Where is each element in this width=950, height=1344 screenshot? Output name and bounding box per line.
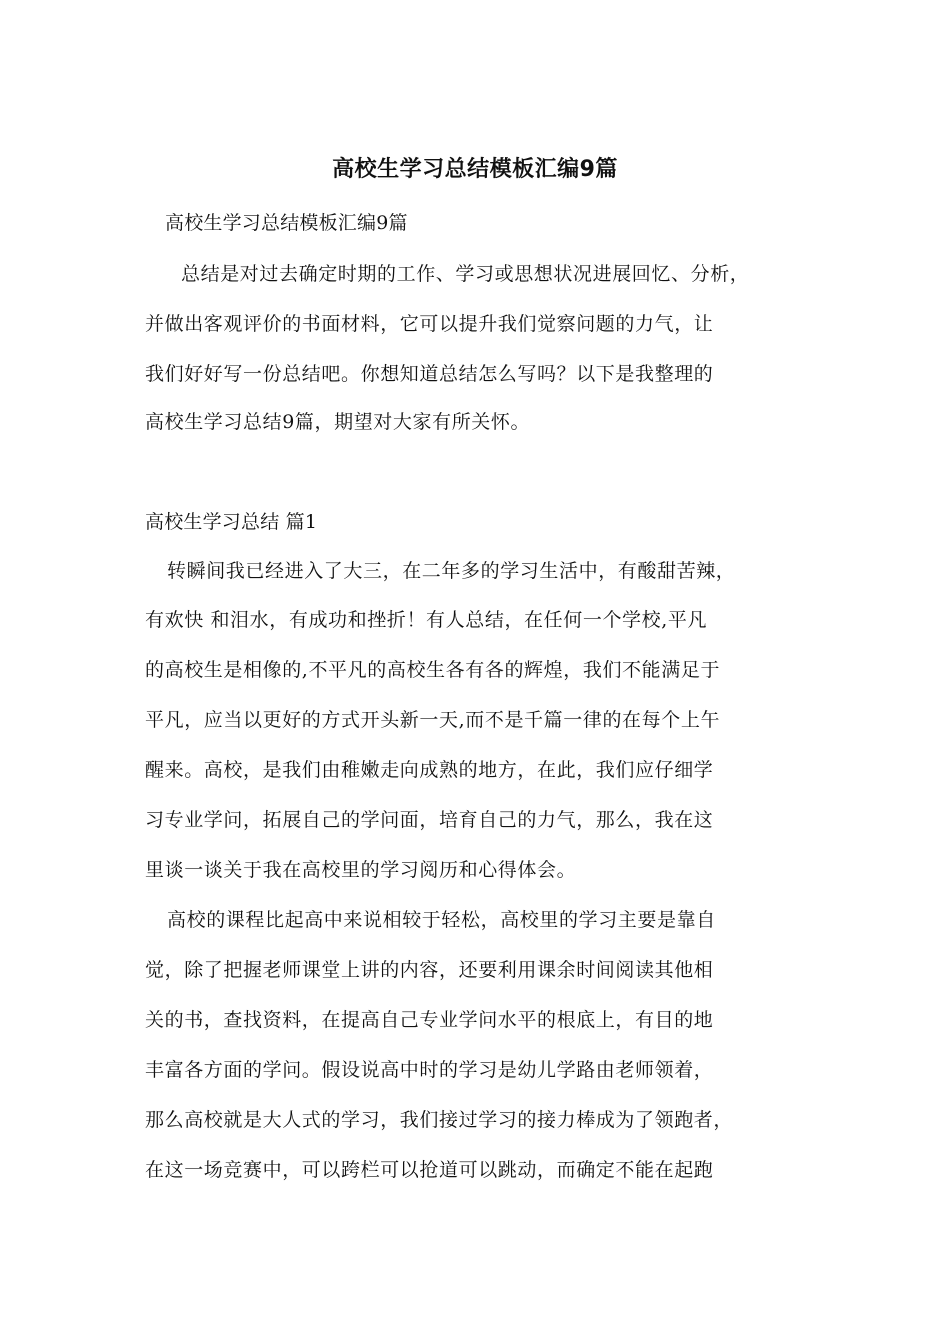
paragraph-line: 里谈一谈关于我在高校里的学习阅历和心得体会。 — [145, 859, 577, 881]
intro-line: 总结是对过去确定时期的工作、学习或思想状况进展回忆、分析， — [181, 263, 750, 285]
paragraph-line: 习专业学问，拓展自己的学问面，培育自己的力气，那么，我在这 — [145, 809, 714, 831]
paragraph-line: 平凡，应当以更好的方式开头新一天,而不是千篇一律的在每个上午 — [145, 709, 721, 731]
paragraph-line: 转瞬间我已经进入了大三，在二年多的学习生活中，有酸甜苦辣， — [167, 560, 736, 582]
paragraph-line: 高校的课程比起高中来说相较于轻松，高校里的学习主要是靠自 — [167, 909, 716, 931]
paragraph-line: 在这一场竞赛中，可以跨栏可以抢道可以跳动，而确定不能在起跑 — [145, 1159, 714, 1181]
document-title: 高校生学习总结模板汇编9篇 — [332, 157, 618, 182]
intro-line: 我们好好写一份总结吧。你想知道总结怎么写吗？以下是我整理的 — [145, 363, 714, 385]
intro-line: 并做出客观评价的书面材料，它可以提升我们觉察问题的力气，让 — [145, 313, 714, 335]
paragraph-line: 的高校生是相像的,不平凡的高校生各有各的辉煌，我们不能满足于 — [145, 659, 721, 681]
paragraph-line: 觉，除了把握老师课堂上讲的内容，还要利用课余时间阅读其他相 — [145, 959, 714, 981]
paragraph-line: 醒来。高校，是我们由稚嫩走向成熟的地方，在此，我们应仔细学 — [145, 759, 714, 781]
paragraph-line: 那么高校就是大人式的学习，我们接过学习的接力棒成为了领跑者， — [145, 1109, 734, 1131]
paragraph-line: 关的书，查找资料，在提高自己专业学问水平的根底上，有目的地 — [145, 1009, 714, 1031]
section-heading: 高校生学习总结 篇1 — [145, 511, 318, 533]
document-subtitle: 高校生学习总结模板汇编9篇 — [165, 212, 408, 234]
paragraph-line: 有欢快 和泪水，有成功和挫折！有人总结，在任何一个学校,平凡 — [145, 609, 708, 631]
paragraph-line: 丰富各方面的学问。假设说高中时的学习是幼儿学路由老师领着， — [145, 1059, 714, 1081]
intro-line: 高校生学习总结9篇，期望对大家有所关怀。 — [145, 411, 531, 433]
